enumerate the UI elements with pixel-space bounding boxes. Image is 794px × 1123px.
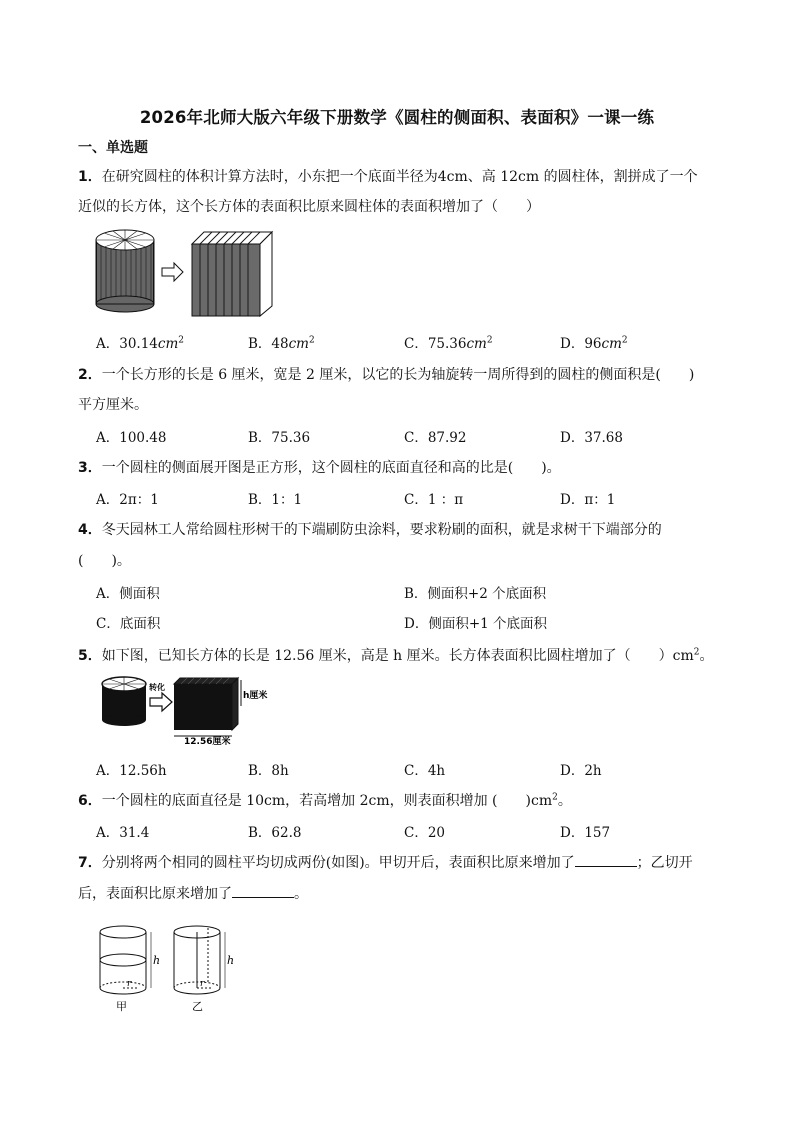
q3-number: 3． xyxy=(78,460,102,476)
q6-number: 6． xyxy=(78,793,102,809)
q1-line1 xyxy=(78,166,698,186)
q6-option-b[interactable]: B．62.8 xyxy=(248,825,302,841)
h-label-right: h xyxy=(227,954,235,967)
q2-line1 xyxy=(78,364,694,384)
yi-label: 乙 xyxy=(192,1000,203,1013)
black-cylinder-image xyxy=(102,677,146,726)
q4-option-d[interactable]: D．侧面积+1 个底面积 xyxy=(404,616,548,632)
r-label-right: r xyxy=(200,979,205,989)
cylinder-jia-image xyxy=(100,926,151,994)
q7-line1 xyxy=(78,852,693,872)
q3-line1 xyxy=(78,457,561,477)
q1-line2: 近似的长方体，这个长方体的表面积比原来圆柱体的表面积增加了（ ） xyxy=(78,199,540,215)
q7-blank-2[interactable] xyxy=(232,883,294,898)
q3-text: 一个圆柱的侧面展开图是正方形，这个圆柱的底面直径和高的比是( )。 xyxy=(101,460,561,476)
page-title: 2026年北师大版六年级下册数学《圆柱的侧面积、表面积》一课一练 xyxy=(139,108,655,127)
q1-option-d[interactable]: D．$96cm^2$ xyxy=(560,335,628,352)
q5-number: 5． xyxy=(78,648,102,664)
q4-option-a[interactable]: A．侧面积 xyxy=(96,586,160,602)
q1-option-c[interactable]: C．$75.36cm^2$ xyxy=(404,335,493,352)
q2-option-a[interactable]: A．100.48 xyxy=(96,430,167,446)
section-heading: 一、单选题 xyxy=(78,140,148,156)
cuboid-sliced-image xyxy=(192,232,272,316)
q7-text-c: 后，表面积比原来增加了 xyxy=(78,886,232,902)
q7-text-d: 。 xyxy=(294,886,308,902)
q7-figure xyxy=(96,922,246,1014)
q2-option-d[interactable]: D．37.68 xyxy=(560,430,623,446)
q1-figure xyxy=(96,228,306,318)
q3-option-d[interactable]: D．π：1 xyxy=(560,492,616,508)
jia-label: 甲 xyxy=(116,1000,127,1013)
q6-text: 一个圆柱的底面直径是 10cm，若高增加 2cm，则表面积增加 ( )cm xyxy=(101,793,553,809)
q2-line2: 平方厘米。 xyxy=(78,397,148,413)
q7-text-a: 分别将两个相同的圆柱平均切成两份(如图)。甲切开后，表面积比原来增加了 xyxy=(101,855,575,871)
q5-option-c[interactable]: C．4h xyxy=(404,763,446,779)
q2-text: 一个长方形的长是 6 厘米，宽是 2 厘米，以它的长为轴旋转一周所得到的圆柱的侧面积是( ) xyxy=(101,367,695,383)
q5-option-a[interactable]: A．12.56h xyxy=(96,763,167,779)
q4-text: 冬天园林工人常给圆柱形树干的下端刷防虫涂料，要求粉刷的面积，就是求树干下端部分的 xyxy=(101,522,662,538)
h-label-left: h xyxy=(153,954,161,967)
q4-line2: ( )。 xyxy=(78,553,131,569)
q6-line1: 6．一个圆柱的底面直径是 10cm，若高增加 2cm，则表面积增加 ( )$cm^2$。 xyxy=(78,792,572,809)
q3-option-c[interactable]: C．1 ：π xyxy=(404,492,464,508)
q2-option-b[interactable]: B．75.36 xyxy=(248,430,311,446)
q2-number: 2． xyxy=(78,367,102,383)
q6-option-c[interactable]: C．20 xyxy=(404,825,446,841)
q6-option-d[interactable]: D．157 xyxy=(560,825,611,841)
transform-arrow-icon xyxy=(162,263,183,281)
black-cuboid-image xyxy=(174,678,267,747)
q1-option-b[interactable]: B．$48cm^2$ xyxy=(248,335,315,352)
arrow-label: 转化 xyxy=(149,683,165,692)
q1-number: 1． xyxy=(78,169,102,185)
q5-text: 如下图，已知长方体的长是 12.56 厘米，高是 h 厘米。长方体表面积比圆柱增加了（ ）cm xyxy=(101,648,694,664)
q5-option-b[interactable]: B．8h xyxy=(248,763,289,779)
length-label: 12.56厘米 xyxy=(184,737,231,747)
q6-option-a[interactable]: A．31.4 xyxy=(96,825,150,841)
q5-figure xyxy=(102,674,282,746)
q1-text: 在研究圆柱的体积计算方法时，小东把一个底面半径为4cm、高 12cm 的圆柱体，割拼成了一个 xyxy=(101,169,698,185)
q4-number: 4． xyxy=(78,522,102,538)
q7-line2 xyxy=(78,883,308,903)
q3-option-a[interactable]: A．2π：1 xyxy=(96,492,159,508)
q3-option-b[interactable]: B．1：1 xyxy=(248,492,303,508)
height-label: h厘米 xyxy=(243,691,268,701)
q5-line1: 5．如下图，已知长方体的长是 12.56 厘米，高是 h 厘米。长方体表面积比圆柱增加了（ ）$cm^2$。 xyxy=(78,647,714,664)
q1-option-a[interactable]: A．$30.14cm^2$ xyxy=(96,335,185,352)
q7-blank-1[interactable] xyxy=(575,852,637,867)
convert-arrow-icon xyxy=(149,682,172,711)
q7-number: 7． xyxy=(78,855,102,871)
q2-option-c[interactable]: C．87.92 xyxy=(404,430,467,446)
q5-option-d[interactable]: D．2h xyxy=(560,763,602,779)
q7-text-b: ；乙切开 xyxy=(636,855,693,871)
q4-line1 xyxy=(78,519,662,539)
r-label-left: r xyxy=(127,979,132,989)
q4-option-b[interactable]: B．侧面积+2 个底面积 xyxy=(404,586,547,602)
cylinder-sliced-image xyxy=(96,230,154,312)
q4-option-c[interactable]: C．底面积 xyxy=(96,616,161,632)
